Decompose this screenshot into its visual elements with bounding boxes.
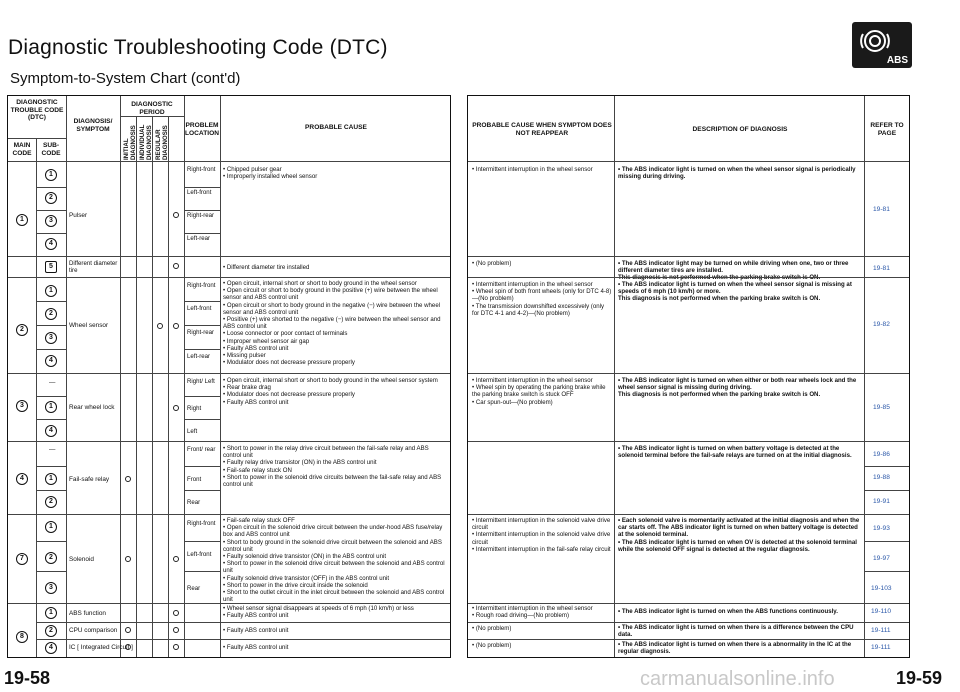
probable-cause: • Open circuit, internal short or short to body ground in the wheel sensor • Open circuit or short to body ground in the positive (+) wire between the wheel sensor and ABS control unit • Open circuit or short to body ground in the negative (−) wire between the wheel sensor and ABS control unit • Positive (+) wire shorted to the negative (−) wire between the wheel sensor and ABS control unit • Loose connector or poor contact of terminals • Improper wheel sensor air gap • Faulty ABS control unit • Missing pulser • Modulator does not decrease pressure properly xyxy=(223,280,441,367)
initial-mark xyxy=(125,476,131,482)
location: Left-front xyxy=(187,305,212,312)
refer-page-link[interactable]: 19-91 xyxy=(873,498,890,505)
main-code: 4 xyxy=(16,473,28,485)
bottom-watermark: carmanualsonline.info xyxy=(640,668,835,690)
symptom-label: CPU comparison xyxy=(69,627,118,634)
sub-code: 2 xyxy=(45,308,57,320)
cause-not-reappear: • Intermittent interruption in the wheel sensor • Wheel spin of both front wheels (only for DTC 4-8)—(No problem) • The transmission downshifted excessively (only for DTC 4-1 and 4-2)—(No problem) xyxy=(472,281,612,317)
page-title: Diagnostic Troubleshooting Code (DTC) xyxy=(8,36,388,59)
header-sub-code: SUB-CODE xyxy=(41,142,61,157)
sub-code: 3 xyxy=(45,215,57,227)
individual-mark xyxy=(157,323,163,329)
symptom-label: ABS function xyxy=(69,610,106,617)
location: Left-front xyxy=(187,189,212,196)
sub-code: — xyxy=(49,379,56,386)
location: Front/ rear xyxy=(187,446,216,453)
diagnosis-description: • The ABS indicator light is turned on when either or both rear wheels lock and the wheel sensor signal is missing during driving. This diagnosis is not performed when the parking brake switch is ON. xyxy=(618,377,857,399)
main-code: 7 xyxy=(16,553,28,565)
probable-cause: • Short to power in the relay drive circuit between the fail-safe relay and ABS control unit • Faulty relay drive transistor (ON) in the ABS control unit • Fail-safe relay stuck ON • Short to power in the solenoid drive circuits between the fail-safe relay and ABS control unit xyxy=(223,445,442,488)
cause-not-reappear: • (No problem) xyxy=(472,642,512,649)
sub-code: 1 xyxy=(45,607,57,619)
probable-cause: • Fail-safe relay stuck OFF • Open circuit in the solenoid drive circuit between the under-hood ABS fuse/relay box and ABS control unit • Short to body ground in the solenoid drive circuit between the solenoid and ABS control unit • Faulty solenoid drive transistor (ON) in the ABS control unit • Short to power in the solenoid drive circuit between the solenoid and ABS control unit • Faulty solenoid drive transistor (OFF) in the ABS control unit • Short to power in the drive circuit inside the solenoid • Short to the outlet circuit in the inlet circuit between the solenoid and ABS control unit xyxy=(223,517,445,604)
page-subtitle: Symptom-to-System Chart (cont'd) xyxy=(10,70,241,87)
regular-mark xyxy=(173,323,179,329)
location: Left-rear xyxy=(187,235,211,242)
header-diagnostic-period: DIAGNOSTIC PERIOD xyxy=(131,101,173,116)
page-number-left: 19-58 xyxy=(4,668,51,688)
diagnosis-description: • The ABS indicator light is turned on when the wheel sensor signal is missing at speeds of 6 mph (10 km/h) or more. This diagnosis is not performed when the parking brake switch is ON. xyxy=(618,281,852,303)
location: Rear xyxy=(187,585,201,592)
cause-not-reappear: • (No problem) xyxy=(472,260,512,267)
location: Rear xyxy=(187,499,201,506)
header-refer-page: REFER TO PAGE xyxy=(870,122,904,137)
header-dtc: DIAGNOSTIC TROUBLE CODE (DTC) xyxy=(10,99,64,122)
initial-mark xyxy=(125,644,131,650)
cause-not-reappear: • (No problem) xyxy=(472,625,512,632)
location: Right-rear xyxy=(187,329,215,336)
sub-code: 4 xyxy=(45,238,57,250)
main-code: 8 xyxy=(16,631,28,643)
sub-code: 4 xyxy=(45,355,57,367)
sub-code: 3 xyxy=(45,582,57,594)
diagnosis-description: • The ABS indicator light is turned on when the wheel sensor signal is periodically missing during driving. xyxy=(618,166,856,181)
regular-mark xyxy=(173,627,179,633)
initial-mark xyxy=(125,556,131,562)
sub-code: 2 xyxy=(45,625,57,637)
sub-code: 1 xyxy=(45,521,57,533)
dtc-chart-right xyxy=(467,95,910,658)
sub-code: 1 xyxy=(45,401,57,413)
symptom-label: Different diameter tire xyxy=(69,260,118,275)
regular-mark xyxy=(173,212,179,218)
header-regular: REGULAR DIAGNOSIS xyxy=(155,125,170,160)
sub-code: 2 xyxy=(45,552,57,564)
location: Right/ Left xyxy=(187,378,215,385)
main-code: 1 xyxy=(16,214,28,226)
location: Right-rear xyxy=(187,212,215,219)
refer-page-link[interactable]: 19-88 xyxy=(873,474,890,481)
cause-not-reappear: • Intermittent interruption in the wheel sensor • Wheel spin by operating the parking brake while the parking brake switch is stuck OFF • Car spun-out—(No problem) xyxy=(472,377,606,406)
diagnosis-description: • Each solenoid valve is momentarily activated at the initial diagnosis and when the car starts off. The ABS indicator light is turned on when battery voltage is detected at the solenoid terminal. • The ABS indicator light is turned on when OV is detected at the solenoid terminal while the solenoid OFF signal is detected at the regular diagnosis. xyxy=(618,517,860,553)
main-code: 3 xyxy=(16,400,28,412)
main-code: 2 xyxy=(16,324,28,336)
diagnosis-description: • The ABS indicator light may be turned on while driving when one, two or three different diameter tires are installed. This diagnosis is not performed when the parking brake switch is ON. xyxy=(618,260,849,282)
regular-mark xyxy=(173,405,179,411)
refer-page-link[interactable]: 19-111 xyxy=(871,627,891,634)
diagnosis-description: • The ABS indicator light is turned on when battery voltage is detected at the solenoid terminal before the fail-safe relays are turned on at the initial diagnosis. xyxy=(618,445,852,460)
cause-not-reappear: • Intermittent interruption in the wheel sensor xyxy=(472,166,593,173)
sub-code: 2 xyxy=(45,192,57,204)
cause-not-reappear: • Intermittent interruption in the wheel sensor • Rough road driving—(No problem) xyxy=(472,605,593,620)
sub-code: — xyxy=(49,446,56,453)
initial-mark xyxy=(125,627,131,633)
sub-code: 1 xyxy=(45,473,57,485)
diagnosis-description: • The ABS indicator light is turned on when there is a abnormality in the IC at the regular diagnosis. xyxy=(618,641,852,656)
header-probable-cause: PROBABLE CAUSE xyxy=(305,124,367,131)
sub-code: 5 xyxy=(45,261,57,273)
refer-page-link[interactable]: 19-86 xyxy=(873,451,890,458)
refer-page-link[interactable]: 19-81 xyxy=(873,206,890,213)
diagnosis-description: • The ABS indicator light is turned on when there is a difference between the CPU data. xyxy=(618,624,854,639)
symptom-label: Solenoid xyxy=(69,556,94,563)
sub-code: 2 xyxy=(45,496,57,508)
location: Right-front xyxy=(187,520,216,527)
location: Left-front xyxy=(187,551,212,558)
header-individual: INDIVIDUAL DIAGNOSIS xyxy=(139,124,154,160)
refer-page-link[interactable]: 19-103 xyxy=(871,585,892,592)
symptom-label: Pulser xyxy=(69,212,88,219)
regular-mark xyxy=(173,610,179,616)
probable-cause: • Different diameter tire installed xyxy=(223,264,310,271)
sub-code: 4 xyxy=(45,642,57,654)
probable-cause: • Open circuit, internal short or short to body ground in the wheel sensor system • Rear brake drag • Modulator does not decrease pressure properly • Faulty ABS control unit xyxy=(223,377,438,406)
sub-code: 1 xyxy=(45,285,57,297)
symptom-label: Rear wheel lock xyxy=(69,404,115,411)
refer-page-link[interactable]: 19-81 xyxy=(873,265,890,272)
dtc-chart-left xyxy=(7,95,451,658)
probable-cause: • Wheel sensor signal disappears at speeds of 6 mph (10 km/h) or less • Faulty ABS control unit xyxy=(223,605,414,620)
sub-code: 4 xyxy=(45,425,57,437)
location: Right-front xyxy=(187,166,216,173)
page-number-right: 19-59 xyxy=(896,668,943,688)
header-cause-not-reappear: PROBABLE CAUSE WHEN SYMPTOM DOES NOT REAPPEAR xyxy=(472,122,612,137)
location: Left xyxy=(187,428,198,435)
diagnosis-description: • The ABS indicator light is turned on when the ABS functions continuously. xyxy=(618,608,838,615)
header-initial: INITIAL DIAGNOSIS xyxy=(123,125,138,160)
location: Right xyxy=(187,405,202,412)
location: Left-rear xyxy=(187,353,211,360)
regular-mark xyxy=(173,556,179,562)
abs-brake-icon xyxy=(860,26,890,56)
refer-page-link[interactable]: 19-85 xyxy=(873,404,890,411)
refer-page-link[interactable]: 19-97 xyxy=(873,555,890,562)
header-main-code: MAIN CODE xyxy=(12,142,32,157)
sub-code: 1 xyxy=(45,169,57,181)
probable-cause: • Faulty ABS control unit xyxy=(223,644,289,651)
probable-cause: • Chipped pulser gear • Improperly installed wheel sensor xyxy=(223,166,318,181)
symptom-label: Wheel sensor xyxy=(69,322,109,329)
probable-cause: • Faulty ABS control unit xyxy=(223,627,289,634)
abs-label: ABS xyxy=(886,55,908,66)
sub-code: 3 xyxy=(45,332,57,344)
location: Front xyxy=(187,476,202,483)
regular-mark xyxy=(173,644,179,650)
header-symptom: DIAGNOSIS/ SYMPTOM xyxy=(73,118,113,133)
header-problem-location: PROBLEM LOCATION xyxy=(185,122,219,137)
symptom-label: IC [ Integrated Circuit ] xyxy=(69,644,133,651)
regular-mark xyxy=(173,263,179,269)
cause-not-reappear: • Intermittent interruption in the solenoid valve drive circuit • Intermittent interruption in the solenoid valve drive circuit • Intermittent interruption in the fail-safe relay circuit xyxy=(472,517,611,553)
refer-page-link[interactable]: 19-110 xyxy=(871,608,892,615)
symptom-label: Fail-safe relay xyxy=(69,476,110,483)
abs-badge xyxy=(852,22,912,68)
refer-page-link[interactable]: 19-111 xyxy=(871,644,891,651)
header-description: DESCRIPTION OF DIAGNOSIS xyxy=(692,126,788,133)
refer-page-link[interactable]: 19-82 xyxy=(873,321,890,328)
location: Right-front xyxy=(187,282,216,289)
refer-page-link[interactable]: 19-93 xyxy=(873,525,890,532)
